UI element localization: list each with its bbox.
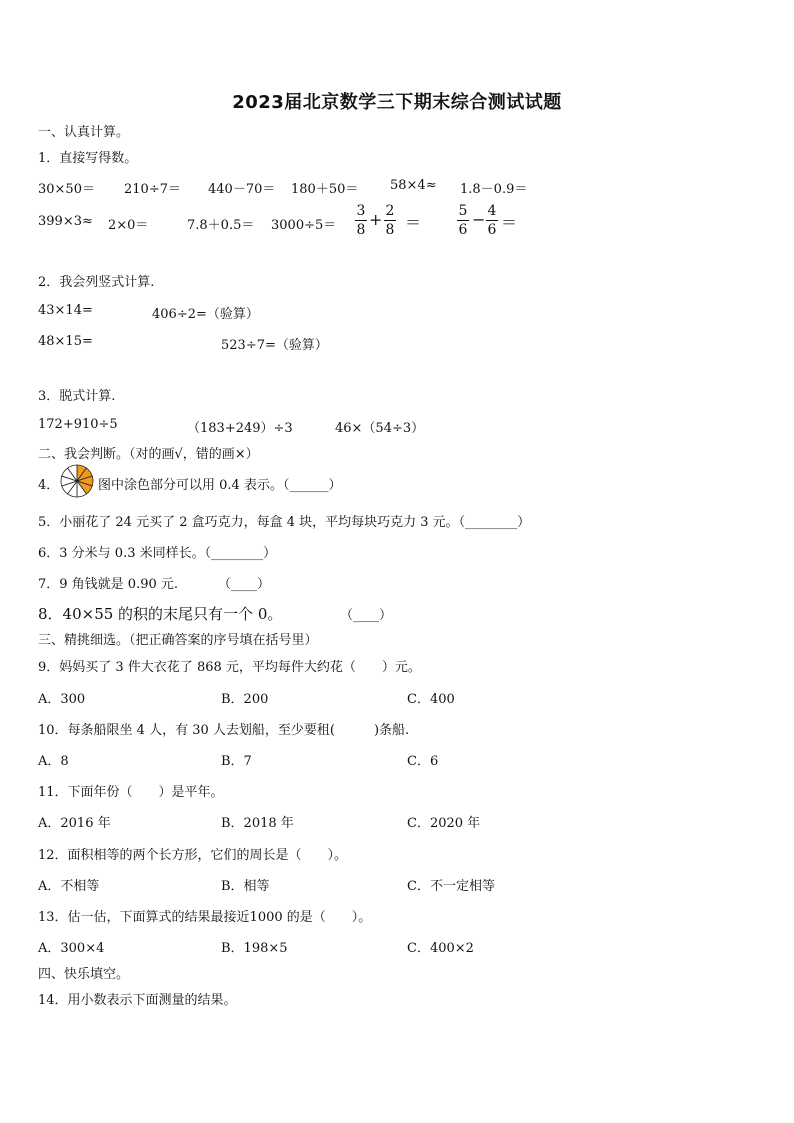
question-4-text: 图中涂色部分可以用 0.4 表示。（______） [98, 478, 342, 493]
equals-sign: ＝ [405, 213, 422, 232]
fraction [457, 203, 469, 238]
question-12: 12．面积相等的两个长方形，它们的周长是（ ）。 [38, 848, 348, 863]
option-c: C．2020 年 [407, 816, 481, 831]
question-11: 11．下面年份（ ）是平年。 [38, 785, 224, 800]
numerator: 5 [458, 203, 468, 219]
calc-item: 406÷2=（验算） [152, 307, 259, 322]
option-b: B．2018 年 [221, 816, 294, 831]
question-4-number: 4． [38, 478, 60, 493]
denominator: 6 [487, 222, 497, 238]
question-8-text: 8．40×55 的积的末尾只有一个 0。 [38, 605, 283, 623]
numerator: 2 [385, 203, 395, 219]
section-3-heading: 三、精挑细选。（把正确答案的序号填在括号里） [38, 633, 318, 648]
denominator: 8 [356, 222, 366, 238]
section-2-heading: 二、我会判断。（对的画√，错的画×） [38, 447, 259, 462]
question-1-title: 1．直接写得数。 [38, 151, 138, 166]
pie-slices [61, 465, 93, 497]
question-2-title: 2．我会列竖式计算. [38, 275, 155, 290]
calc-item: 172+910÷5 [38, 417, 118, 432]
fraction [384, 203, 396, 238]
calc-item: 399×3≈ [38, 214, 93, 229]
option-c: C．400 [407, 692, 455, 707]
fraction [355, 203, 367, 238]
calc-item: 43×14= [38, 303, 93, 318]
page-title: 2023届北京数学三下期末综合测试试题 [232, 92, 562, 113]
pie-chart-figure [60, 464, 94, 498]
calc-item: 180＋50＝ [291, 182, 359, 197]
question-10: 10．每条船限坐 4 人，有 30 人去划船，至少要租( )条船. [38, 723, 410, 738]
option-a: A．300 [38, 692, 86, 707]
option-a: A．300×4 [38, 941, 105, 956]
question-3-title: 3．脱式计算. [38, 389, 116, 404]
denominator: 8 [385, 222, 395, 238]
denominator: 6 [458, 222, 468, 238]
calc-item: 3000÷5＝ [271, 218, 337, 233]
fraction [486, 203, 498, 238]
calc-item: 1.8－0.9＝ [460, 182, 528, 197]
option-b: B．7 [221, 754, 252, 769]
option-a: A．不相等 [38, 879, 100, 894]
plus-sign: + [369, 210, 383, 229]
calc-item: 58×4≈ [390, 178, 437, 193]
answer-blank: （____） [218, 577, 271, 592]
section-1-heading: 一、认真计算。 [38, 125, 130, 140]
calc-item: 7.8＋0.5＝ [187, 218, 255, 233]
option-c: C．400×2 [407, 941, 474, 956]
question-5: 5．小丽花了 24 元买了 2 盒巧克力，每盒 4 块，平均每块巧克力 3 元。（________） [38, 515, 531, 530]
option-b: B．200 [221, 692, 269, 707]
question-13: 13．估一估，下面算式的结果最接近1000 的是（ ）。 [38, 910, 372, 925]
equals-sign: ＝ [501, 213, 518, 232]
calc-item: 2×0＝ [108, 218, 149, 233]
calc-item: 46×（54÷3） [335, 421, 425, 436]
minus-sign: − [472, 210, 486, 229]
option-a: A．2016 年 [38, 816, 111, 831]
section-4-heading: 四、快乐填空。 [38, 967, 130, 982]
calc-item: 210÷7＝ [124, 182, 181, 197]
option-b: B．相等 [221, 879, 270, 894]
option-c: C．不一定相等 [407, 879, 495, 894]
calc-item: 30×50＝ [38, 182, 95, 197]
option-a: A．8 [38, 754, 69, 769]
calc-item: 440－70＝ [208, 182, 276, 197]
calc-item: 523÷7=（验算） [221, 338, 328, 353]
question-9: 9．妈妈买了 3 件大衣花了 868 元，平均每件大约花（ ）元。 [38, 660, 421, 675]
option-b: B．198×5 [221, 941, 288, 956]
answer-blank: （____） [340, 608, 393, 623]
question-14: 14．用小数表示下面测量的结果。 [38, 993, 237, 1008]
question-7-text: 7．9 角钱就是 0.90 元. [38, 577, 179, 592]
calc-item: （183+249）÷3 [187, 421, 293, 436]
calc-item: 48×15= [38, 334, 93, 349]
numerator: 3 [356, 203, 366, 219]
numerator: 4 [487, 203, 497, 219]
question-6: 6．3 分米与 0.3 米同样长。（________） [38, 546, 277, 561]
option-c: C．6 [407, 754, 439, 769]
